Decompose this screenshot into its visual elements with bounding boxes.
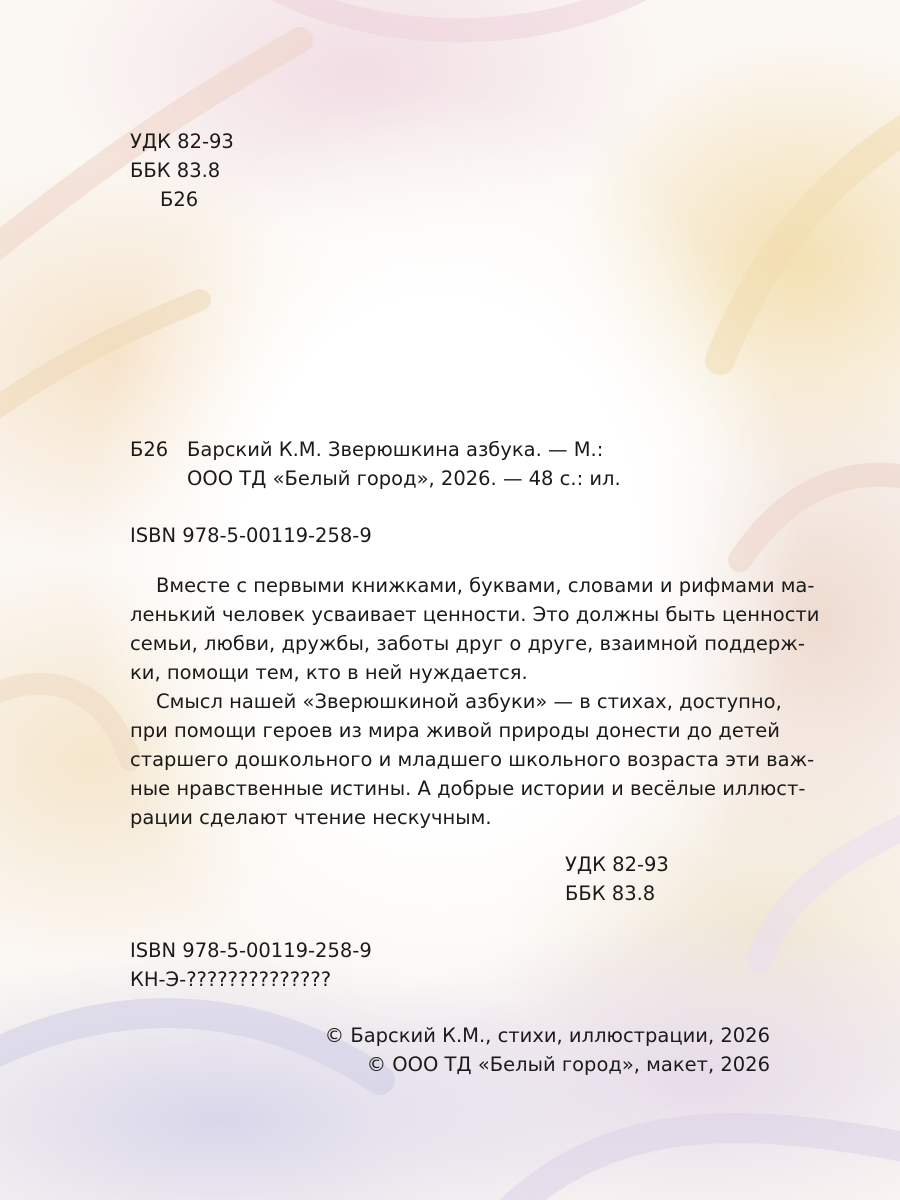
annotation-line: Вместе с первыми книжками, буквами, словами и рифмами ма- (156, 574, 815, 597)
copyright-publisher: © ООО ТД «Белый город», макет, 2026 (366, 1053, 770, 1076)
catalog-line-1: Барский К.М. Зверюшкина азбука. — М.: (187, 438, 604, 461)
annotation-line: Смысл нашей «Зверюшкиной азбуки» — в стихах, доступно, (156, 690, 782, 713)
annotation-line: рации сделают чтение нескучным. (130, 806, 492, 829)
isbn-bottom: ISBN 978-5-00119-258-9 (130, 939, 372, 962)
udk-code-bottom: УДК 82-93 (565, 853, 669, 876)
annotation-line: ленький человек усваивает ценности. Это должны быть ценности (130, 603, 820, 626)
annotation-line: при помощи героев из мира живой природы донести до детей (130, 719, 780, 742)
annotation-line: старшего дошкольного и младшего школьного возраста эти важ- (130, 748, 815, 771)
author-mark-top: Б26 (160, 188, 199, 211)
catalog-line-2: ООО ТД «Белый город», 2026. — 48 с.: ил. (187, 467, 621, 490)
catalog-author-mark: Б26 (130, 438, 169, 461)
bbk-code-top: ББК 83.8 (130, 159, 221, 182)
kn-code: КН-Э-?????????????? (130, 968, 332, 991)
bbk-code-bottom: ББК 83.8 (565, 882, 656, 905)
udk-code-top: УДК 82-93 (130, 130, 234, 153)
annotation-text (130, 571, 820, 832)
copyright-author: © Барский К.М., стихи, иллюстрации, 2026 (324, 1024, 770, 1047)
annotation-line: ки, помощи тем, кто в ней нуждается. (130, 661, 528, 684)
isbn-top: ISBN 978-5-00119-258-9 (130, 524, 372, 547)
annotation-line: ные нравственные истины. А добрые истории и весёлые иллюст- (130, 777, 806, 800)
annotation-line: семьи, любви, дружбы, заботы друг о друге, взаимной поддерж- (130, 632, 805, 655)
